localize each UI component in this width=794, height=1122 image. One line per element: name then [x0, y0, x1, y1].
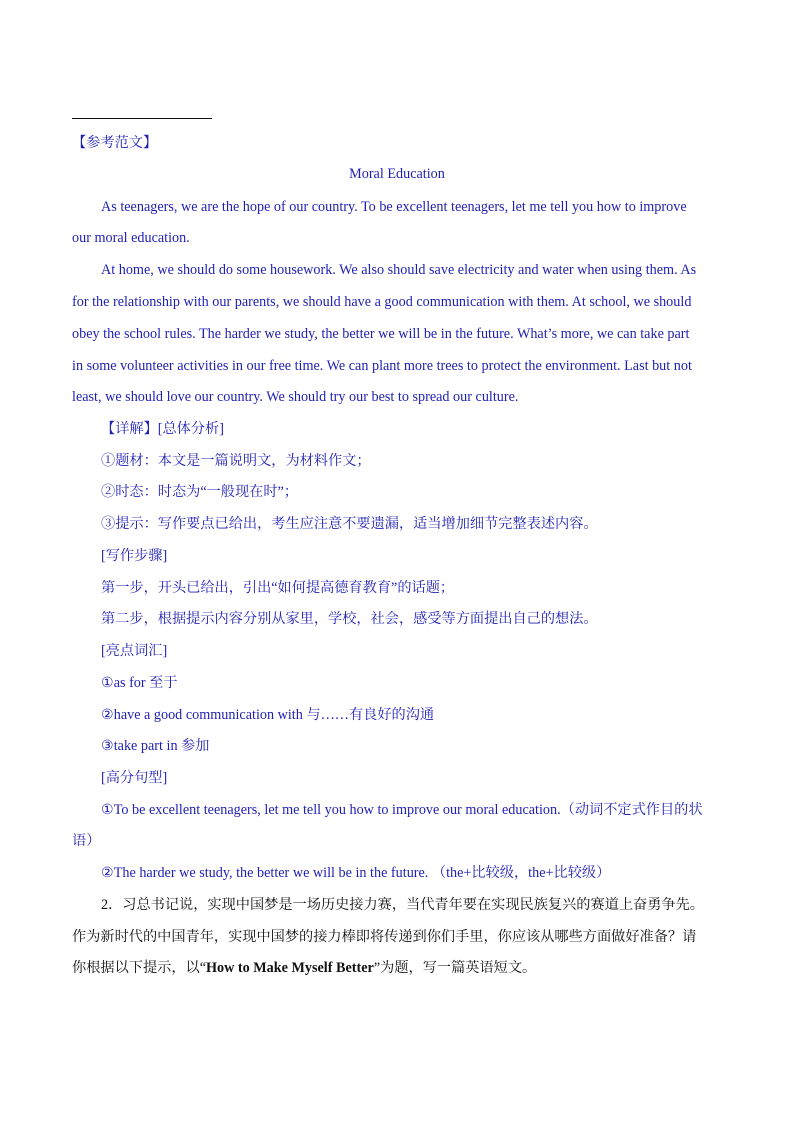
essay-line: obey the school rules. The harder we study, the better we will be in the future. What’s more, we can take part — [72, 326, 690, 342]
sentence-item: ②The harder we study, the better we will be in the future. （the+比较级，the+比较级） — [101, 865, 611, 881]
vocab-item: ①as for 至于 — [101, 675, 178, 691]
essay-prompt-title: How to Make Myself Better — [206, 960, 374, 976]
essay-line: least, we should love our country. We should try our best to spread our culture. — [72, 389, 519, 405]
sentence-item: ①To be excellent teenagers, let me tell you how to improve our moral education.（动词不定式作目的状 — [101, 802, 703, 818]
question-prefix: 你根据以下提示，以“ — [72, 960, 206, 976]
steps-heading: [写作步骤] — [101, 548, 168, 564]
analysis-item: ①题材：本文是一篇说明文，为材料作文； — [101, 453, 371, 469]
separator-line — [72, 118, 212, 119]
sentence-item-continuation: 语） — [72, 833, 101, 849]
question-line: 作为新时代的中国青年，实现中国梦的接力棒即将传递到你们手里，你应该从哪些方面做好准备？请 — [72, 929, 697, 945]
essay-title: Moral Education — [349, 166, 445, 182]
section-heading: 【参考范文】 — [72, 135, 158, 151]
analysis-item: ②时态：时态为“一般现在时”； — [101, 484, 299, 500]
question-suffix: ”为题，写一篇英语短文。 — [373, 960, 537, 976]
essay-line: our moral education. — [72, 230, 190, 246]
question-line — [72, 958, 536, 978]
vocab-item: ②have a good communication with 与……有良好的沟通 — [101, 707, 435, 723]
analysis-item: ③提示：写作要点已给出，考生应注意不要遗漏，适当增加细节完整表述内容。 — [101, 516, 598, 532]
question-line: 2．习总书记说，实现中国梦是一场历史接力赛，当代青年要在实现民族复兴的赛道上奋勇争先。 — [101, 897, 704, 913]
essay-line: As teenagers, we are the hope of our country. To be excellent teenagers, let me tell you how to improve — [101, 199, 687, 215]
step-item: 第二步，根据提示内容分别从家里，学校，社会，感受等方面提出自己的想法。 — [101, 611, 598, 627]
essay-line: At home, we should do some housework. We also should save electricity and water when using them. As — [101, 262, 697, 278]
essay-line: for the relationship with our parents, we should have a good communication with them. At school, we should — [72, 294, 692, 310]
analysis-heading: 【详解】[总体分析] — [101, 421, 224, 437]
sentences-heading: [高分句型] — [101, 770, 168, 786]
essay-line: in some volunteer activities in our free time. We can plant more trees to protect the environment. Last but not — [72, 358, 692, 374]
vocab-item: ③take part in 参加 — [101, 738, 210, 754]
vocab-heading: [亮点词汇] — [101, 643, 168, 659]
step-item: 第一步，开头已给出，引出“如何提高德育教育”的话题； — [101, 580, 455, 596]
